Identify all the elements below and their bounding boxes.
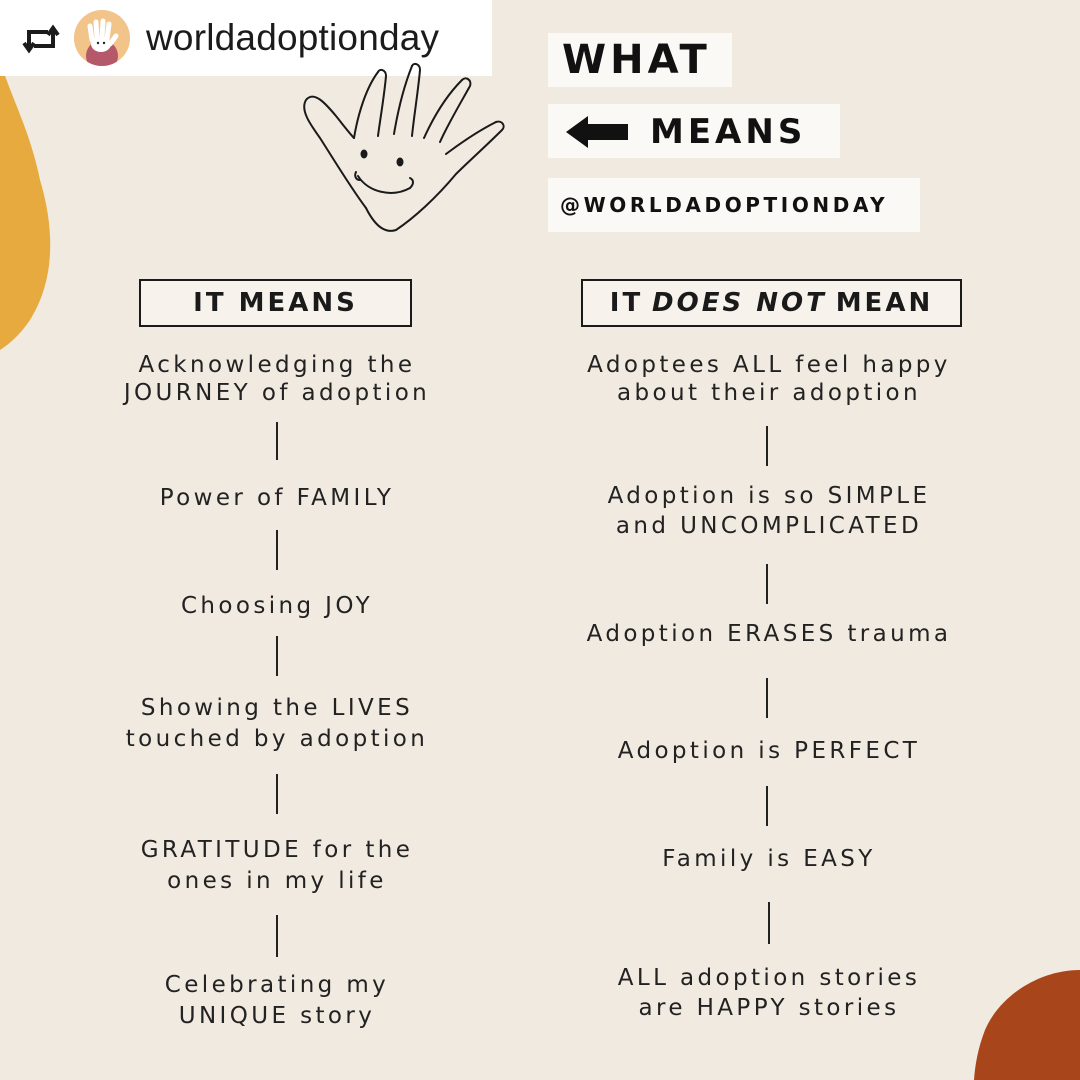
item-line: Acknowledging the	[138, 352, 416, 378]
separator-line	[276, 636, 278, 676]
means-item	[76, 836, 478, 895]
separator-line	[276, 530, 278, 570]
item-line: JOURNEY of adoption	[123, 380, 431, 406]
does-not-mean-item	[568, 482, 970, 540]
item-line: GRATITUDE for the	[140, 837, 414, 863]
heading-part-mean: MEAN	[835, 288, 934, 318]
does-not-mean-item	[568, 620, 970, 648]
means-item	[76, 592, 478, 620]
item-line: UNIQUE story	[178, 1003, 376, 1029]
repost-icon[interactable]	[22, 24, 60, 54]
separator-line	[768, 902, 770, 944]
item-line: Family is EASY	[662, 846, 876, 872]
item-line: Adoption ERASES trauma	[586, 621, 952, 647]
title-means: MEANS	[650, 112, 807, 152]
heading-part-does-not: DOES NOT	[652, 288, 827, 318]
heading-it-does-not-mean	[581, 279, 962, 327]
item-line: Choosing JOY	[180, 593, 374, 619]
separator-line	[766, 786, 768, 826]
item-line: Adoption is PERFECT	[617, 738, 921, 764]
means-item	[76, 351, 478, 407]
separator-line	[766, 678, 768, 718]
means-item	[76, 694, 478, 753]
does-not-mean-item	[568, 845, 970, 873]
item-line: ALL adoption stories	[617, 965, 921, 991]
separator-line	[766, 426, 768, 466]
item-line: touched by adoption	[125, 726, 429, 752]
does-not-mean-item	[568, 737, 970, 765]
left-arrow-icon	[566, 116, 630, 148]
item-line: ones in my life	[167, 868, 387, 894]
separator-line	[276, 422, 278, 460]
item-line: Adoptees ALL feel happy	[587, 352, 951, 378]
does-not-mean-item	[568, 964, 970, 1022]
title-what: WHAT	[548, 33, 732, 87]
yellow-blob-decoration	[0, 60, 60, 350]
repost-username[interactable]: worldadoptionday	[146, 17, 440, 58]
item-line: about their adoption	[617, 380, 921, 406]
waving-hand-illustration	[296, 58, 526, 238]
separator-line	[276, 774, 278, 814]
item-line: Adoption is so SIMPLE	[607, 483, 931, 509]
item-line: and UNCOMPLICATED	[615, 513, 923, 539]
avatar[interactable]	[74, 10, 130, 66]
rust-blob-decoration	[970, 970, 1080, 1080]
item-line: Power of FAMILY	[159, 485, 395, 511]
avatar-hand-icon	[74, 10, 130, 66]
title-handle[interactable]: @WORLDADOPTIONDAY	[548, 178, 920, 232]
heading-it-means: IT MEANS	[139, 279, 412, 327]
separator-line	[766, 564, 768, 604]
item-line: Celebrating my	[164, 972, 390, 998]
heading-part-it: IT	[609, 288, 644, 318]
means-item	[76, 971, 478, 1030]
separator-line	[276, 915, 278, 957]
does-not-mean-item	[568, 351, 970, 407]
item-line: Showing the LIVES	[140, 695, 414, 721]
item-line: are HAPPY stories	[638, 995, 900, 1021]
means-item	[76, 484, 478, 512]
title-means-row	[548, 104, 840, 158]
